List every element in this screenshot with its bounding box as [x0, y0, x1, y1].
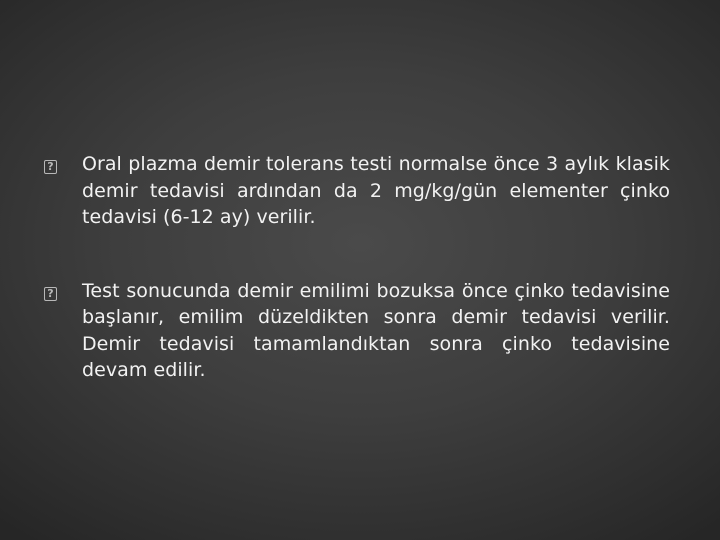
- bullet-item: [44, 151, 670, 231]
- missing-glyph-icon: ?: [44, 160, 57, 174]
- bullet-text: Test sonucunda demir emilimi bozuksa önce çinko tedavisine başlanır, emilim düzeldikten sonra demir tedavisi verilir. Demir tedavisi tamamlandıktan sonra çinko tedavisine devam edilir.: [82, 279, 670, 381]
- missing-glyph-icon: ?: [44, 287, 57, 301]
- bullet-text: Oral plazma demir tolerans testi normalse önce 3 aylık klasik demir tedavisi ardından da 2 mg/kg/gün elementer çinko tedavisi (6-12 ay) verilir.: [82, 153, 670, 228]
- bullet-item: [44, 278, 670, 384]
- bullet-list: [44, 151, 670, 384]
